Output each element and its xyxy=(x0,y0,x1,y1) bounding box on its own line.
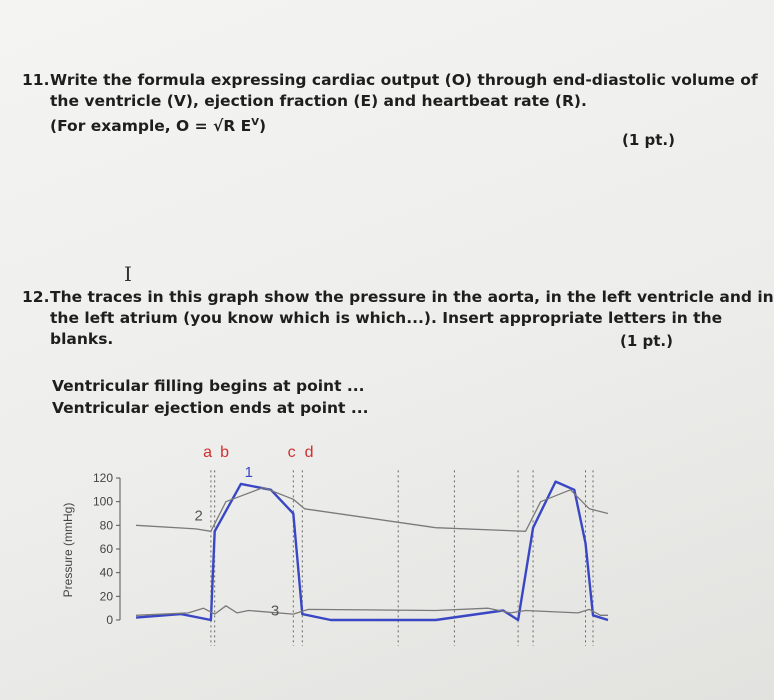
question-12-points: (1 pt.) xyxy=(620,332,673,350)
point-label-a: a xyxy=(203,444,213,461)
y-axis-label: Pressure (mmHg) xyxy=(61,502,75,598)
blank-filling-begins: Ventricular filling begins at point ... xyxy=(52,377,365,395)
y-tick-label: 80 xyxy=(99,518,113,533)
question-11-number: 11. xyxy=(22,71,50,89)
question-12-line-3: blanks. xyxy=(50,330,114,348)
question-11-line-1: Write the formula expressing cardiac output (O) through end-diastolic volume of xyxy=(50,71,758,89)
question-12-number: 12. xyxy=(22,288,50,306)
question-11-points: (1 pt.) xyxy=(622,131,675,149)
point-label-b: b xyxy=(220,444,230,461)
trace-label-3: 3 xyxy=(270,602,280,620)
y-tick-label: 0 xyxy=(106,613,113,627)
question-12-line-2: the left atrium (you know which is which...). Insert appropriate letters in the xyxy=(50,309,723,327)
y-tick-label: 20 xyxy=(99,589,113,604)
y-tick-label: 40 xyxy=(99,565,113,580)
trace-2 xyxy=(136,488,608,532)
y-tick-label: 120 xyxy=(92,471,113,485)
trace-3 xyxy=(136,606,608,616)
blank-ejection-ends: Ventricular ejection ends at point ... xyxy=(52,399,369,417)
question-12-line-1: The traces in this graph show the pressure in the aorta, in the left ventricle and in xyxy=(50,288,774,306)
point-label-c: c xyxy=(287,444,296,461)
y-tick-label: 60 xyxy=(99,542,113,556)
text-cursor-icon: I xyxy=(124,262,132,286)
point-label-d: d xyxy=(304,444,314,461)
question-11-example-superscript: V xyxy=(251,117,260,128)
question-11-line-2: the ventricle (V), ejection fraction (E) and heartbeat rate (R). xyxy=(50,92,587,110)
trace-1 xyxy=(136,482,608,620)
trace-label-2: 2 xyxy=(194,507,203,525)
question-11-example-text: (For example, O = √R E xyxy=(50,117,252,136)
trace-label-1: 1 xyxy=(244,463,253,481)
question-11-example-close: ) xyxy=(259,117,267,136)
y-tick-label: 100 xyxy=(92,494,113,509)
